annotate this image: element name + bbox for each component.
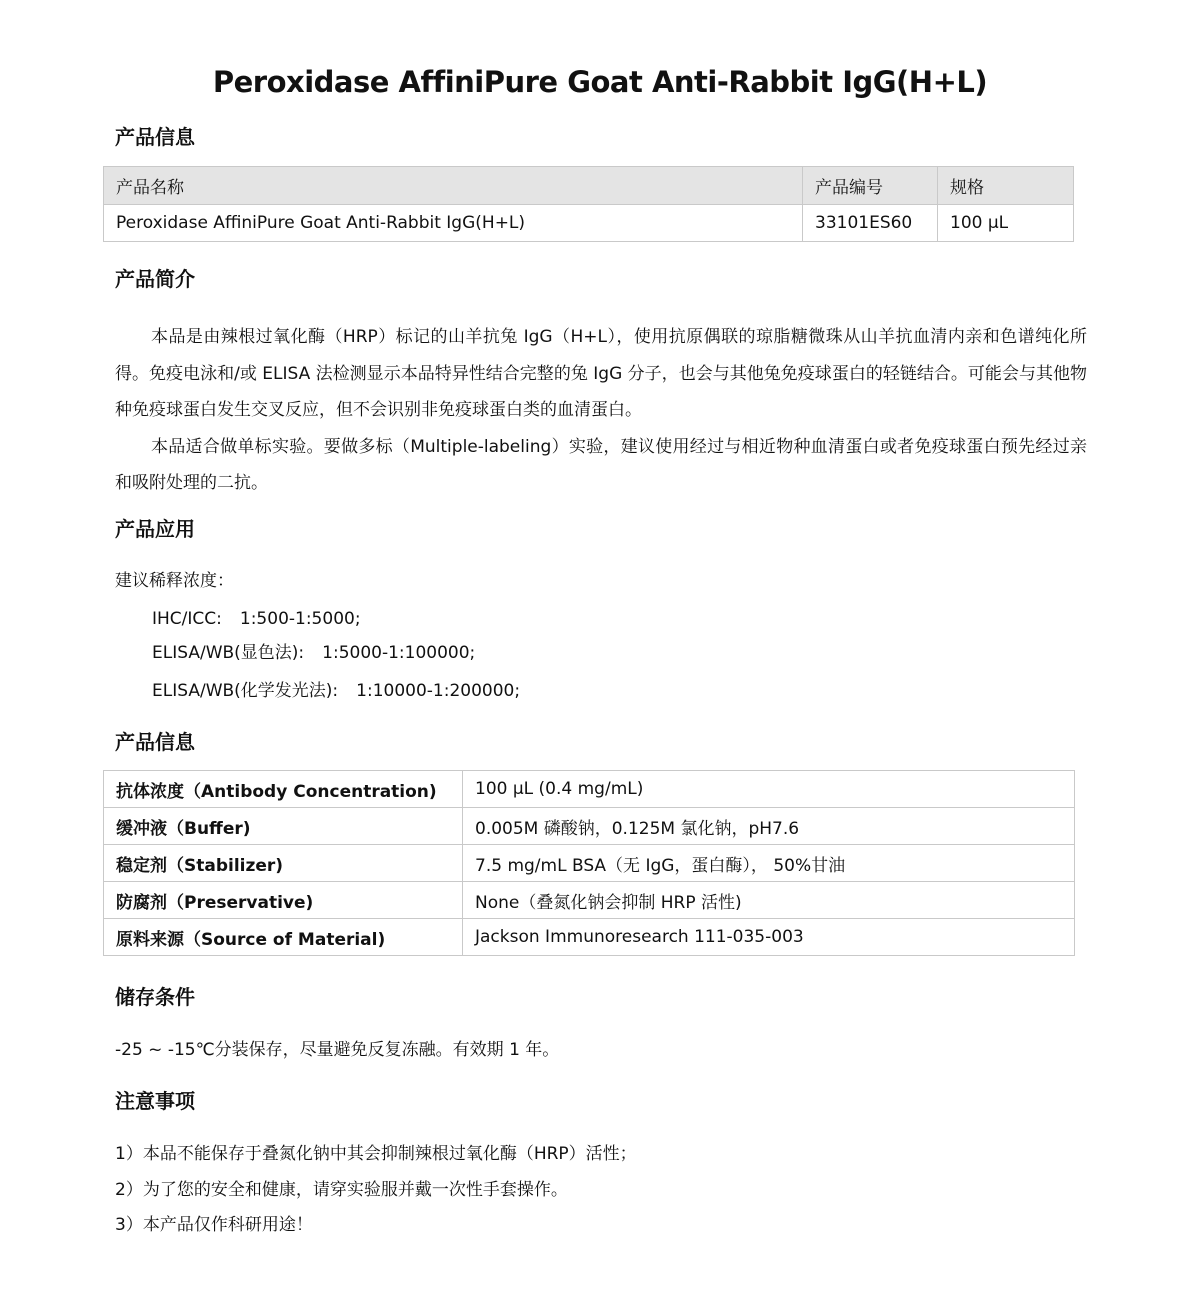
dilution-method: ELISA/WB(化学发光法):	[152, 681, 339, 701]
dilution-range: 1:5000-1:100000;	[322, 643, 476, 663]
header-product-name: 产品名称	[104, 167, 803, 205]
table-header-row	[104, 167, 1074, 205]
intro-text	[115, 319, 1087, 502]
section-heading-notes: 注意事项	[115, 1089, 195, 1113]
intro-paragraph-1: 本品是由辣根过氧化酶（HRP）标记的山羊抗兔 IgG（H+L），使用抗原偶联的琼脂糖微珠从山羊抗血清内亲和色谱纯化所得。免疫电泳和/或 ELISA 法检测显示本品特异性结合完整的兔 IgG 分子，也会与其他兔免疫球蛋白的轻链结合。可能会与其他物种免疫球蛋白发生交叉反应，但不会识别非免疫球蛋白类的血清蛋白。	[115, 327, 1087, 420]
storage-text: -25 ~ -15℃分装保存，尽量避免反复冻融。有效期 1 年。	[115, 1040, 560, 1060]
dilution-row	[152, 607, 361, 631]
table-row	[104, 882, 1075, 919]
dilution-label: 建议稀释浓度：	[115, 571, 234, 591]
cell-spec: 100 μL	[938, 205, 1074, 242]
spec-value: Jackson Immunoresearch 111-035-003	[463, 919, 1075, 956]
spec-value: 0.005M 磷酸钠，0.125M 氯化钠，pH7.6	[463, 808, 1075, 845]
product-info-table	[103, 166, 1074, 242]
dilution-method: IHC/ICC:	[152, 609, 222, 629]
header-spec: 规格	[938, 167, 1074, 205]
document-title: Peroxidase AffiniPure Goat Anti-Rabbit IgG(H+L)	[212, 65, 988, 99]
table-row	[104, 771, 1075, 808]
table-row	[104, 205, 1074, 242]
dilution-method: ELISA/WB(显色法):	[152, 643, 305, 663]
table-row	[104, 845, 1075, 882]
spec-key: 缓冲液（Buffer)	[104, 808, 463, 845]
spec-key: 抗体浓度（Antibody Concentration)	[104, 771, 463, 808]
spec-value: None（叠氮化钠会抑制 HRP 活性)	[463, 882, 1075, 919]
spec-key: 原料来源（Source of Material)	[104, 919, 463, 956]
dilution-row	[152, 679, 520, 703]
dilution-range: 1:10000-1:200000;	[356, 681, 521, 701]
note-item: 1）本品不能保存于叠氮化钠中其会抑制辣根过氧化酶（HRP）活性；	[115, 1144, 637, 1164]
cell-product-name: Peroxidase AffiniPure Goat Anti-Rabbit IgG(H+L)	[104, 205, 803, 242]
section-heading-product-intro: 产品简介	[115, 267, 195, 291]
spec-value: 7.5 mg/mL BSA（无 IgG，蛋白酶）， 50%甘油	[463, 845, 1075, 882]
specification-table	[103, 770, 1075, 956]
section-heading-product-info: 产品信息	[115, 125, 195, 149]
header-product-code: 产品编号	[803, 167, 938, 205]
cell-product-code: 33101ES60	[803, 205, 938, 242]
table-row	[104, 808, 1075, 845]
section-heading-product-info-2: 产品信息	[115, 730, 195, 754]
table-row	[104, 919, 1075, 956]
spec-key: 稳定剂（Stabilizer)	[104, 845, 463, 882]
dilution-range: 1:500-1:5000;	[239, 609, 361, 629]
note-item: 2）为了您的安全和健康，请穿实验服并戴一次性手套操作。	[115, 1180, 568, 1200]
dilution-row	[152, 641, 475, 665]
spec-key: 防腐剂（Preservative)	[104, 882, 463, 919]
spec-value: 100 μL (0.4 mg/mL)	[463, 771, 1075, 808]
section-heading-product-application: 产品应用	[115, 517, 195, 541]
note-item: 3）本产品仅作科研用途！	[115, 1215, 313, 1235]
section-heading-storage: 储存条件	[115, 985, 195, 1009]
intro-paragraph-2: 本品适合做单标实验。要做多标（Multiple-labeling）实验，建议使用经过与相近物种血清蛋白或者免疫球蛋白预先经过亲和吸附处理的二抗。	[115, 436, 1087, 493]
